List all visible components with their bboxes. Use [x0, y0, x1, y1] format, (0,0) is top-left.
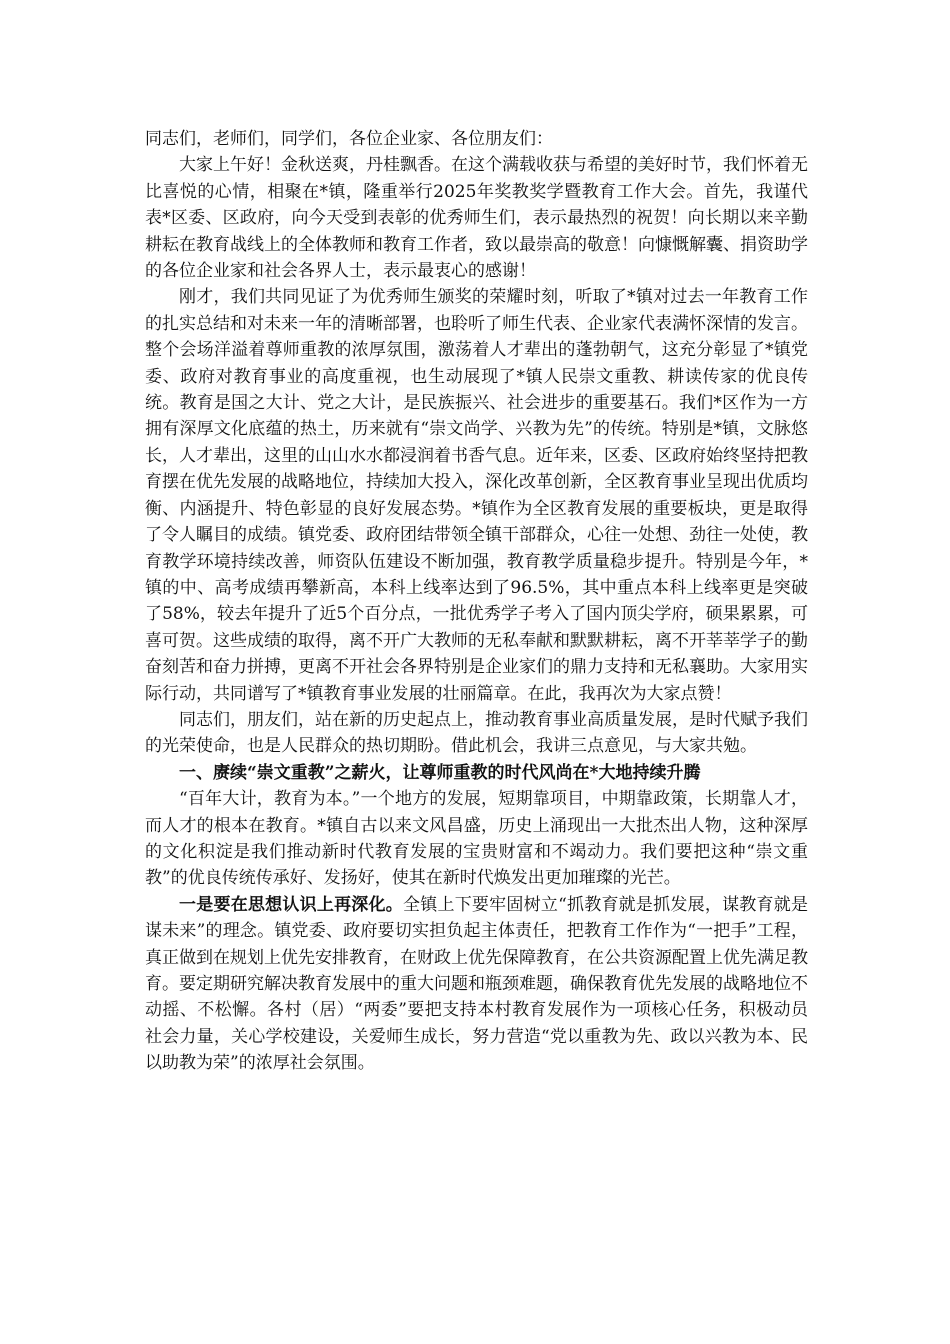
- paragraph-point-one: [145, 892, 808, 1077]
- paragraph-section-intro: “百年大计，教育为本。”一个地方的发展，短期靠项目，中期靠政策，长期靠人才，而人才的根本在教育。*镇自古以来文风昌盛，历史上涌现出一大批杰出人物，这种深厚的文化积淀是我们推动新时代教育发展的宝贵财富和不竭动力。我们要把这种“崇文重教”的优良传统传承好、发扬好，使其在新时代焕发出更加璀璨的光芒。: [145, 789, 808, 889]
- paragraph-greeting: 大家上午好！金秋送爽，丹桂飘香。在这个满载收获与希望的美好时节，我们怀着无比喜悦的心情，相聚在*镇，隆重举行2025年奖教奖学暨教育工作大会。首先，我谨代表*区委、区政府，向今天受到表彰的优秀师生们，表示最热烈的祝贺！向长期以来辛勤耕耘在教育战线上的全体教师和教育工作者，致以最崇高的敬意！向慷慨解囊、捐资助学的各位企业家和社会各界人士，表示最衷心的感谢！: [145, 155, 808, 282]
- point-one-body: 全镇上下要牢固树立“抓教育就是抓发展，谋教育就是谋未来”的理念。镇党委、政府要切实担负起主体责任，把教育工作作为“一把手”工程，真正做到在规划上优先安排教育，在财政上优先保障教育，在公共资源配置上优先满足教育。要定期研究解决教育发展中的重大问题和瓶颈难题，确保教育优先发展的战略地位不动摇、不松懈。各村（居）“两委”要把支持本村教育发展作为一项核心任务，积极动员社会力量，关心学校建设，关爱师生成长，努力营造“党以重教为先、政以兴教为本、民以助教为荣”的浓厚社会氛围。: [145, 894, 808, 1074]
- point-one-lead: 一是要在思想认识上再深化。: [179, 894, 403, 915]
- speech-body: [145, 126, 808, 1077]
- paragraph-achievements: 刚才，我们共同见证了为优秀师生颁奖的荣耀时刻，听取了*镇对过去一年教育工作的扎实总结和对未来一年的清晰部署，也聆听了师生代表、企业家代表满怀深情的发言。整个会场洋溢着尊师重教的浓厚氛围，激荡着人才辈出的蓬勃朝气，这充分彰显了*镇党委、政府对教育事业的高度重视，也生动展现了*镇人民崇文重教、耕读传家的优良传统。教育是国之大计、党之大计，是民族振兴、社会进步的重要基石。我们*区作为一方拥有深厚文化底蕴的热土，历来就有“崇文尚学、兴教为先”的传统。特别是*镇，文脉悠长，人才辈出，这里的山山水水都浸润着书香气息。近年来，区委、区政府始终坚持把教育摆在优先发展的战略地位，持续加大投入，深化改革创新，全区教育事业呈现出优质均衡、内涵提升、特色彰显的良好发展态势。*镇作为全区教育发展的重要板块，更是取得了令人瞩目的成绩。镇党委、政府团结带领全镇干部群众，心往一处想、劲往一处使，教育教学环境持续改善，师资队伍建设不断加强，教育教学质量稳步提升。特别是今年，*镇的中、高考成绩再攀新高，本科上线率达到了96.5%，其中重点本科上线率更是突破了58%，较去年提升了近5个百分点，一批优秀学子考入了国内顶尖学府，硕果累累，可喜可贺。这些成绩的取得，离不开广大教师的无私奉献和默默耕耘，离不开莘莘学子的勤奋刻苦和奋力拼搏，更离不开社会各界特别是企业家们的鼎力支持和无私襄助。大家用实际行动，共同谱写了*镇教育事业发展的壮丽篇章。在此，我再次为大家点赞！: [145, 287, 808, 704]
- salutation: 同志们，老师们，同学们，各位企业家、各位朋友们：: [145, 129, 553, 149]
- section-heading: 一、赓续“崇文重教”之薪火，让尊师重教的时代风尚在*大地持续升腾: [179, 762, 701, 783]
- paragraph-transition: 同志们，朋友们，站在新的历史起点上，推动教育事业高质量发展，是时代赋予我们的光荣使命，也是人民群众的热切期盼。借此机会，我讲三点意见，与大家共勉。: [145, 709, 808, 757]
